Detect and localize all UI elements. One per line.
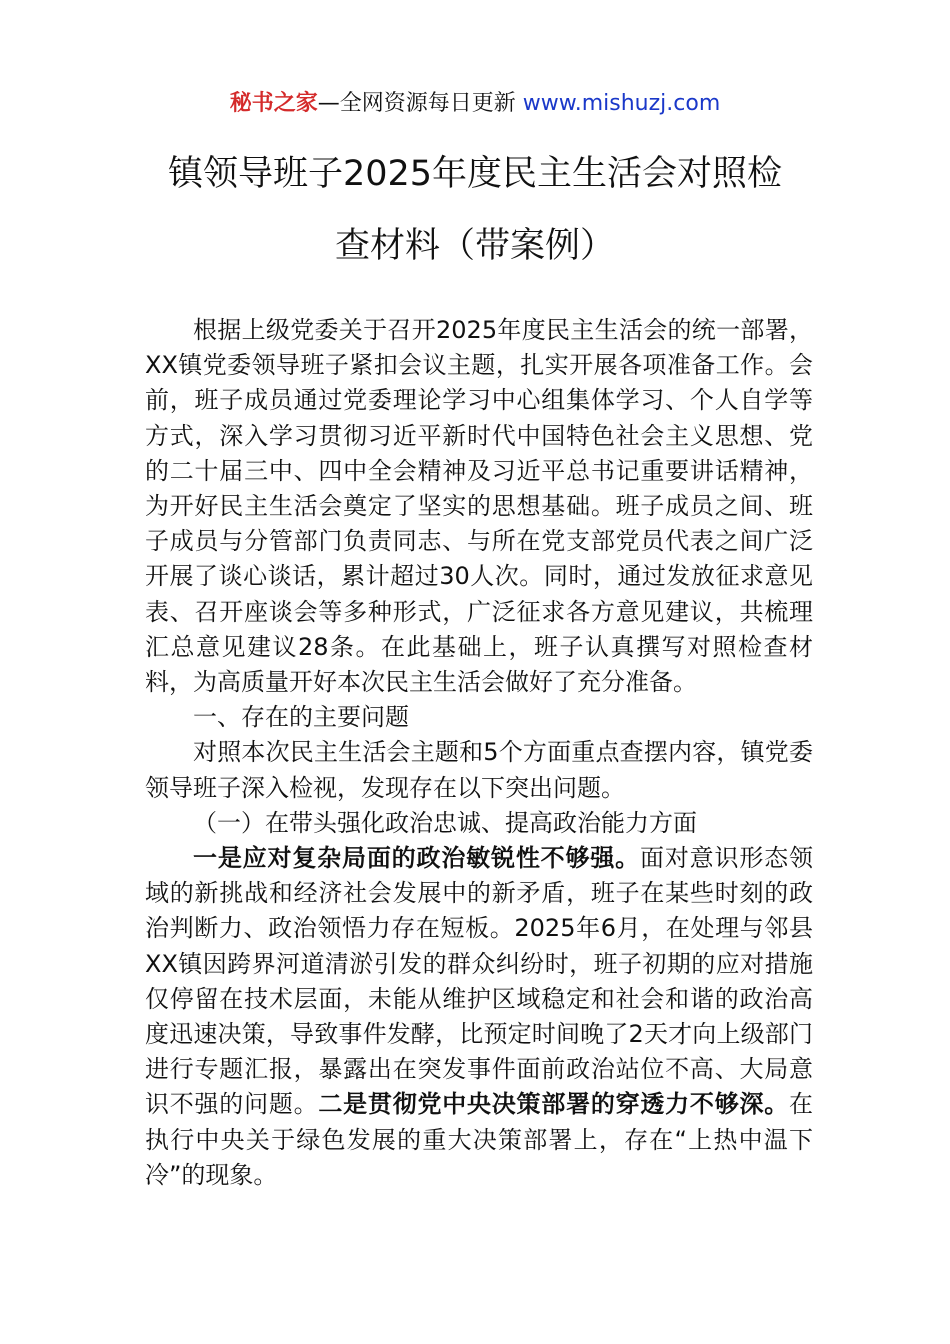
site-name: 秘书之家 bbox=[229, 91, 318, 116]
title-line-1: 镇领导班子2025年度民主生活会对照检 bbox=[167, 154, 783, 194]
issue-paragraph bbox=[145, 841, 813, 1193]
issue-1-text: 面对意识形态领域的新挑战和经济社会发展中的新矛盾，班子在某些时刻的政治判断力、政治领悟力存在短板。2025年6月，在处理与邻县XX镇因跨界河道清淤引发的群众纠纷时，班子初期的应对措施仅停留在技术层面，未能从维护区域稳定和社会和谐的政治高度迅速决策，导致事件发酵，比预定时间晚了2天才向上级部门进行专题汇报，暴露出在突发事件面前政治站位不高、大局意识不强的问题。 bbox=[145, 844, 813, 1119]
document-body bbox=[145, 313, 813, 1193]
document-title bbox=[80, 145, 870, 275]
issue-2-text: 在执行中央关于绿色发展的重大决策部署上，存在“上热中温下冷”的现象。 bbox=[145, 1090, 814, 1189]
title-line-2: 查材料（带案例） bbox=[334, 226, 615, 266]
issue-2-heading: 二是贯彻党中央决策部署的穿透力不够深。 bbox=[318, 1090, 790, 1119]
site-tagline: —全网资源每日更新 bbox=[317, 91, 523, 116]
issue-1-heading: 一是应对复杂局面的政治敏锐性不够强。 bbox=[193, 844, 640, 873]
intro-paragraph: 根据上级党委关于召开2025年度民主生活会的统一部署，XX镇党委领导班子紧扣会议主题，扎实开展各项准备工作。会前，班子成员通过党委理论学习中心组集体学习、个人自学等方式，深入学习贯彻习近平新时代中国特色社会主义思想、党的二十届三中、四中全会精神及习近平总书记重要讲话精神，为开好民主生活会奠定了坚实的思想基础。班子成员之间、班子成员与分管部门负责同志、与所在党支部党员代表之间广泛开展了谈心谈话，累计超过30人次。同时，通过发放征求意见表、召开座谈会等多种形式，广泛征求各方意见建议，共梳理汇总意见建议28条。在此基础上，班子认真撰写对照检查材料，为高质量开好本次民主生活会做好了充分准备。 bbox=[145, 316, 813, 697]
section-intro-paragraph: 对照本次民主生活会主题和5个方面重点查摆内容，镇党委领导班子深入检视，发现存在以下突出问题。 bbox=[145, 738, 813, 802]
section-heading-1: 一、存在的主要问题 bbox=[193, 703, 409, 732]
site-url-link[interactable]: www.mishuzj.com bbox=[522, 91, 721, 116]
subsection-heading-1: （一）在带头强化政治忠诚、提高政治能力方面 bbox=[193, 808, 697, 837]
site-header bbox=[0, 88, 950, 120]
